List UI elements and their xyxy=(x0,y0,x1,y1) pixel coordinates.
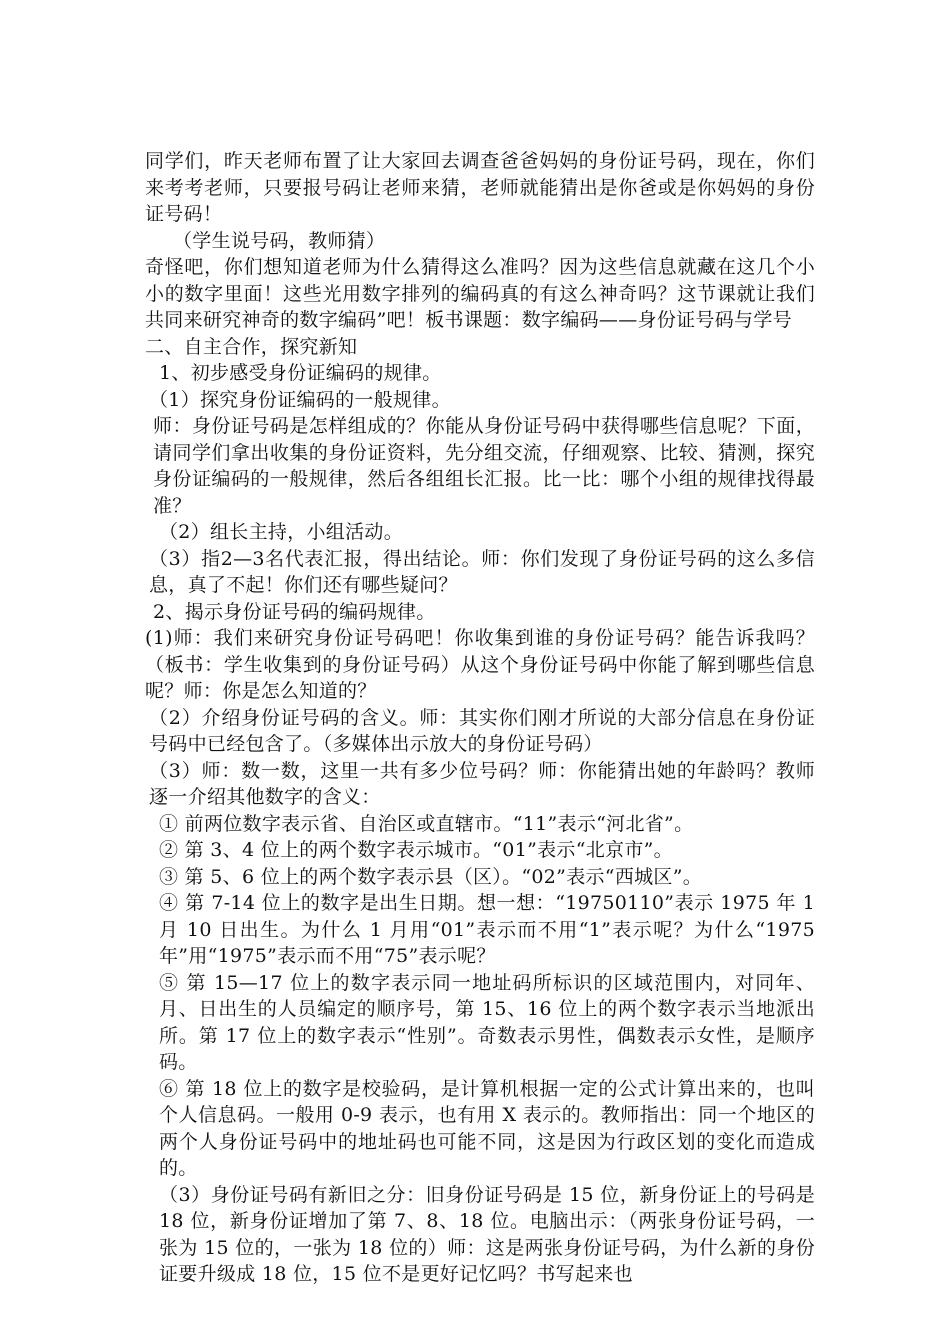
document-body xyxy=(145,148,815,1288)
list-item-5: ⑤ 第 15—17 位上的数字表示同一地址码所标识的区域范围内，对同年、月、日出生的人员编定的顺序号，第 15、16 位上的两个数字表示当地派出所。第 17 位上的数字表示“性别”。奇数表示男性，偶数表示女性，是顺序码。 xyxy=(159,971,815,1073)
paragraph-teacher-question: 师：身份证号码是怎样组成的？你能从身份证号码中获得哪些信息呢？下面，请同学们拿出收集的身份证资料，先分组交流，仔细观察、比较、猜测，探究身份证编码的一般规律，然后各组组长汇报。比一比：哪个小组的规律找得最准？ xyxy=(153,415,815,517)
step-1-3: （3）指2—3名代表汇报，得出结论。师：你们发现了身份证号码的这么多信息，真了不起！你们还有哪些疑问？ xyxy=(149,547,815,596)
list-item-3: ③ 第 5、6 位上的两个数字表示县（区）。“02”表示“西城区”。 xyxy=(159,865,703,888)
list-item-4: ④ 第 7-14 位上的数字是出生日期。想一想：“19750110”表示 1975 年 1 月 10 日出生。为什么 1 月用“01”表示而不用“1”表示呢？为什么“1975 年”用“1975”表示而不用“75”表示呢？ xyxy=(159,892,815,967)
section-heading-2: 二、自主合作，探究新知 xyxy=(145,335,358,358)
step-1-1: （1）探究身份证编码的一般规律。 xyxy=(149,388,451,411)
step-2-1: (1)师：我们来研究身份证号码吧！你收集到谁的身份证号码？能告诉我吗？（板书：学生收集到的身份证号码）从这个身份证号码中你能了解到哪些信息呢？师：你是怎么知道的？ xyxy=(145,627,815,702)
subsection-heading-2: 2、揭示身份证号码的编码规律。 xyxy=(153,600,436,623)
subsection-heading-1: 1、初步感受身份证编码的规律。 xyxy=(159,362,442,384)
step-1-2: （2）组长主持，小组活动。 xyxy=(159,521,403,543)
list-item-2: ② 第 3、4 位上的两个数字表示城市。“01”表示“北京市”。 xyxy=(159,839,673,861)
step-2-2: （2）介绍身份证号码的含义。师：其实你们刚才所说的大部分信息在身份证号码中已经包含了。（多媒体出示放大的身份证号码） xyxy=(149,706,815,755)
paragraph-curiosity: 奇怪吧，你们想知道老师为什么猜得这么准吗？因为这些信息就藏在这几个小小的数字里面！这些光用数字排列的编码真的有这么神奇吗？这节课就让我们共同来研究神奇的数字编码”吧！板书课题：数字编码——身份证号码与学号 xyxy=(145,256,815,331)
step-2-3: （3）师：数一数，这里一共有多少位号码？师：你能猜出她的年龄吗？教师逐一介绍其他数字的含义： xyxy=(149,759,815,808)
paragraph-intro: 同学们，昨天老师布置了让大家回去调查爸爸妈妈的身份证号码，现在，你们来考考老师，只要报号码让老师来猜，老师就能猜出是你爸或是你妈妈的身份证号码！ xyxy=(145,150,815,225)
list-item-6: ⑥ 第 18 位上的数字是校验码，是计算机根据一定的公式计算出来的，也叫个人信息码。一般用 0-9 表示，也有用 X 表示的。教师指出：同一个地区的两个人身份证号码中的地址码也可能不同，这是因为行政区划的变化而造成的。 xyxy=(159,1077,815,1179)
list-item-1: ① 前两位数字表示省、自治区或直辖市。“11”表示“河北省”。 xyxy=(159,812,694,835)
step-2-4: （3）身份证号码有新旧之分：旧身份证号码是 15 位，新身份证上的号码是 18 位，新身份证增加了第 7、8、18 位。电脑出示：（两张身份证号码，一张为 15 位的，一张为 18 位的）师：这是两张身份证号码，为什么新的身份证要升级成 18 位，15 位不是更好记忆吗？书写起来也 xyxy=(159,1183,815,1285)
paragraph-student-activity: （学生说号码，教师猜） xyxy=(173,229,386,252)
